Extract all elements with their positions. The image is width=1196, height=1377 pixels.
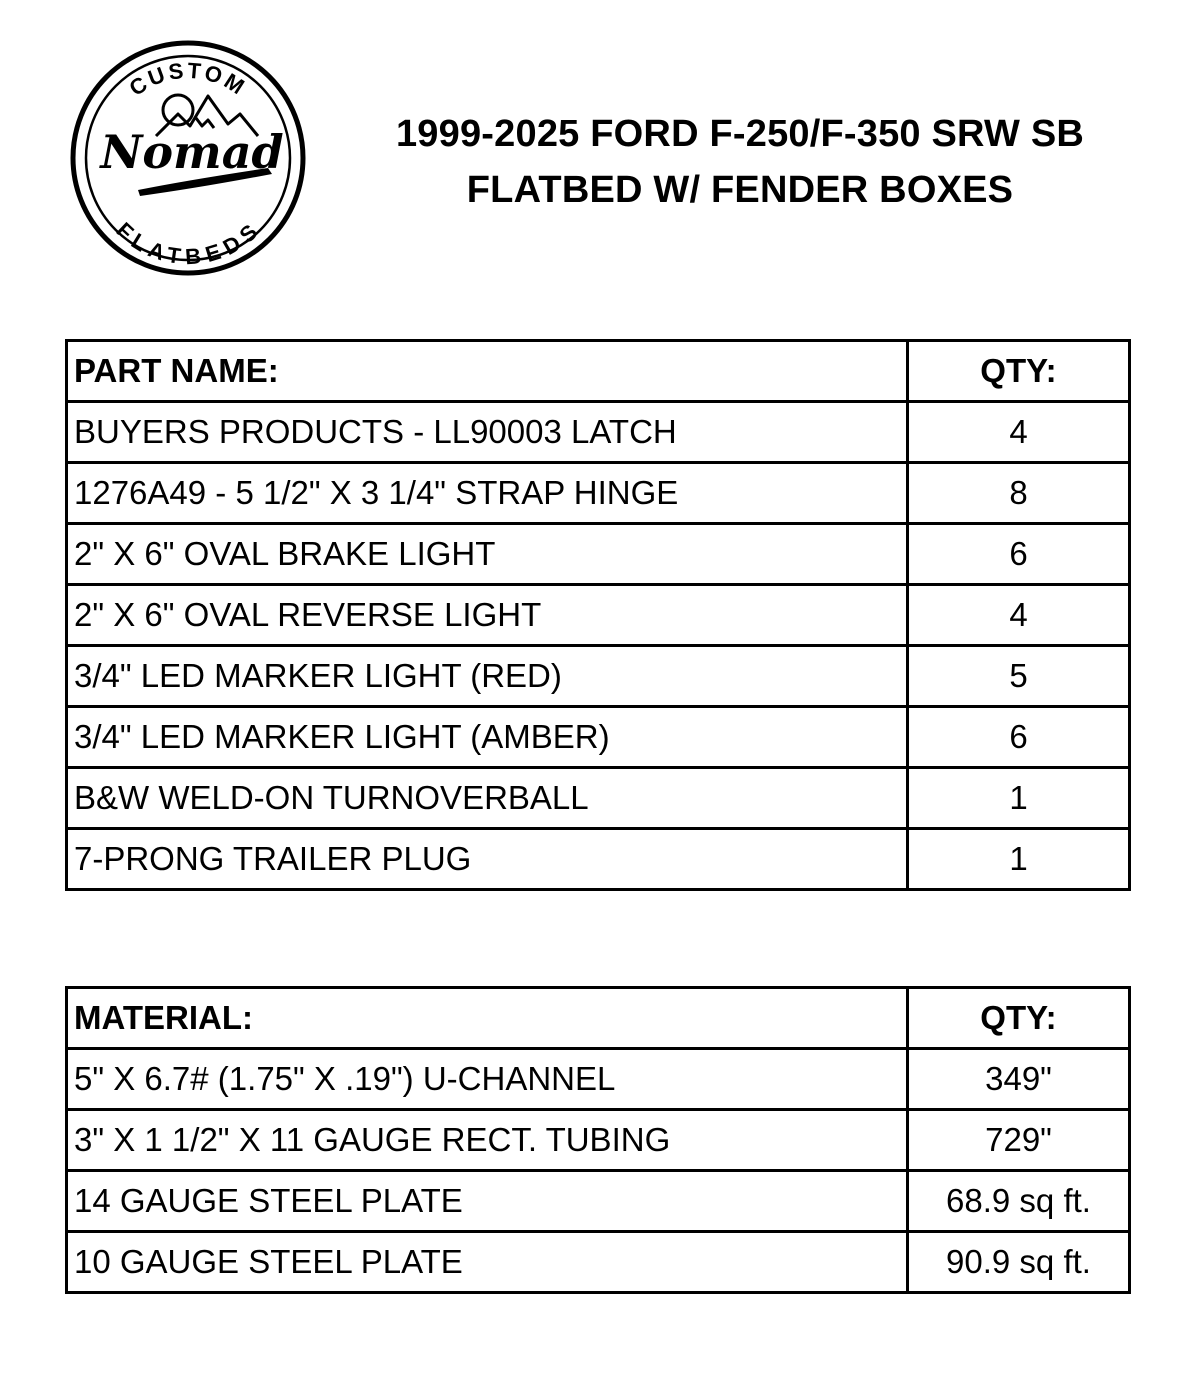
table-row bbox=[67, 829, 1130, 890]
table-row bbox=[67, 402, 1130, 463]
part-name: B&W WELD-ON TURNOVERBALL bbox=[67, 768, 908, 829]
table-row bbox=[67, 1232, 1130, 1293]
part-name: BUYERS PRODUCTS - LL90003 LATCH bbox=[67, 402, 908, 463]
part-name: 1276A49 - 5 1/2" X 3 1/4" STRAP HINGE bbox=[67, 463, 908, 524]
part-name: 2" X 6" OVAL BRAKE LIGHT bbox=[67, 524, 908, 585]
material-qty: 729" bbox=[908, 1110, 1130, 1171]
material-qty: 90.9 sq ft. bbox=[908, 1232, 1130, 1293]
logo-bottom-text: FLATBEDS bbox=[111, 217, 265, 270]
logo-brand: Nomad bbox=[100, 125, 284, 179]
part-name: 3/4" LED MARKER LIGHT (AMBER) bbox=[67, 707, 908, 768]
table-row bbox=[67, 585, 1130, 646]
material-qty: 68.9 sq ft. bbox=[908, 1171, 1130, 1232]
part-qty: 8 bbox=[908, 463, 1130, 524]
parts-table bbox=[65, 339, 1131, 891]
material-name: 10 GAUGE STEEL PLATE bbox=[67, 1232, 908, 1293]
title-line-1: 1999-2025 FORD F-250/F-350 SRW SB bbox=[395, 113, 1085, 155]
part-name: 3/4" LED MARKER LIGHT (RED) bbox=[67, 646, 908, 707]
part-qty: 1 bbox=[908, 768, 1130, 829]
part-name: 2" X 6" OVAL REVERSE LIGHT bbox=[67, 585, 908, 646]
table-row bbox=[67, 1171, 1130, 1232]
page-title bbox=[320, 106, 1160, 218]
material-qty: 349" bbox=[908, 1049, 1130, 1110]
parts-header-qty: QTY: bbox=[908, 341, 1130, 402]
nomad-flatbeds-logo bbox=[68, 38, 308, 278]
material-name: 14 GAUGE STEEL PLATE bbox=[67, 1171, 908, 1232]
part-qty: 6 bbox=[908, 707, 1130, 768]
materials-header-row bbox=[67, 988, 1130, 1049]
parts-header-row bbox=[67, 341, 1130, 402]
sun-icon bbox=[163, 95, 193, 125]
parts-header-name: PART NAME: bbox=[67, 341, 908, 402]
material-name: 5" X 6.7# (1.75" X .19") U-CHANNEL bbox=[67, 1049, 908, 1110]
materials-header-name: MATERIAL: bbox=[67, 988, 908, 1049]
part-qty: 5 bbox=[908, 646, 1130, 707]
part-qty: 4 bbox=[908, 402, 1130, 463]
table-row bbox=[67, 707, 1130, 768]
part-name: 7-PRONG TRAILER PLUG bbox=[67, 829, 908, 890]
part-qty: 4 bbox=[908, 585, 1130, 646]
title-line-2: FLATBED W/ FENDER BOXES bbox=[466, 169, 1014, 211]
material-name: 3" X 1 1/2" X 11 GAUGE RECT. TUBING bbox=[67, 1110, 908, 1171]
materials-table bbox=[65, 986, 1131, 1294]
table-row bbox=[67, 768, 1130, 829]
part-qty: 6 bbox=[908, 524, 1130, 585]
materials-header-qty: QTY: bbox=[908, 988, 1130, 1049]
table-row bbox=[67, 1110, 1130, 1171]
table-row bbox=[67, 524, 1130, 585]
part-qty: 1 bbox=[908, 829, 1130, 890]
table-row bbox=[67, 1049, 1130, 1110]
logo-top-text: CUSTOM bbox=[124, 57, 252, 101]
table-row bbox=[67, 646, 1130, 707]
table-row bbox=[67, 463, 1130, 524]
